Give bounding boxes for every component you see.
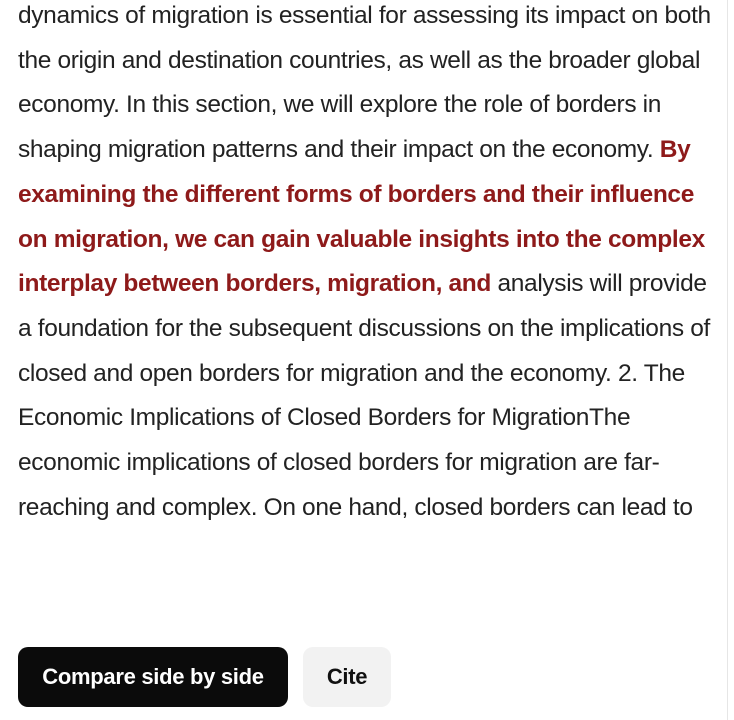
cite-button[interactable]: Cite — [303, 647, 391, 707]
passage-text-after: analysis will provide a foundation for the subsequent discussions on the implications of closed and open borders for migration and the economy. 2. The Economic Implications of Closed Borders for MigrationThe economic implications of closed borders for migration are far-reaching and complex. On one hand, closed borders can lead to — [18, 270, 710, 521]
card-actions — [18, 647, 391, 707]
compare-side-by-side-button[interactable]: Compare side by side — [18, 647, 288, 707]
passage-highlight: By examining the different forms of borders and their influence on migration, we can gain valuable insights into the complex interplay between borders, migration, and — [18, 136, 705, 298]
passage-text-before: dynamics of migration is essential for assessing its impact on both the origin and destination countries, as well as the broader global economy. In this section, we will explore the role of borders in shaping migration patterns and their impact on the economy. — [18, 2, 711, 164]
passage-text — [18, 0, 718, 530]
